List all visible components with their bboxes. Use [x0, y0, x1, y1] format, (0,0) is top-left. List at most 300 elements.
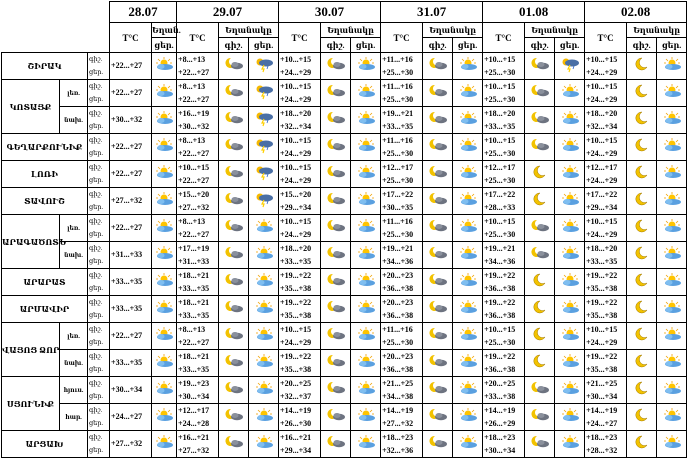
temperature-range: +22...+27 [111, 331, 143, 340]
sun-icon [458, 192, 478, 205]
temperature-cell [110, 161, 152, 188]
day-column-header: ցեր. [351, 38, 381, 53]
day-temperature: +25...+30 [382, 176, 414, 185]
region-name: ՇԻՐԱԿ [2, 53, 88, 80]
night-weather-cell [423, 296, 453, 323]
temperature-cell [279, 134, 321, 161]
moon-cloud-icon [326, 111, 346, 124]
moon-cloud-icon [326, 219, 346, 232]
day-night-label: գիշ. [89, 299, 103, 306]
temperature-cell [110, 134, 152, 161]
moon-icon [632, 165, 652, 178]
sun-icon [458, 165, 478, 178]
night-weather-cell [525, 350, 555, 377]
day-night-labels [88, 323, 110, 350]
sun-icon [560, 192, 580, 205]
day-night-labels [88, 242, 110, 269]
day-temperature: +25...+30 [382, 338, 414, 347]
day-weather-cell [249, 269, 279, 296]
moon-cloud-icon [326, 273, 346, 286]
weather-icon-cell [152, 53, 177, 80]
temperature-cell [110, 80, 152, 107]
moon-cloud-icon [326, 408, 346, 421]
day-weather-cell [657, 215, 687, 242]
day-weather-cell [555, 188, 585, 215]
moon-cloud-icon [428, 246, 448, 259]
day-weather-cell [657, 431, 687, 458]
day-column-header: ցեր. [152, 38, 177, 53]
weather-icon-cell [152, 323, 177, 350]
moon-cloud-icon [530, 246, 550, 259]
night-temperature: +18...+21 [178, 298, 210, 307]
temperature-range: +22...+27 [111, 61, 143, 70]
night-weather-cell [219, 80, 249, 107]
sun-icon [154, 327, 174, 340]
day-temperature: +26...+30 [280, 419, 312, 428]
night-weather-cell [525, 188, 555, 215]
temperature-cell [279, 53, 321, 80]
day-weather-cell [249, 377, 279, 404]
temperature-cell [585, 242, 627, 269]
day-temperature: +22...+27 [178, 68, 210, 77]
moon-cloud-icon [326, 354, 346, 367]
day-weather-cell [351, 188, 381, 215]
temperature-cell [381, 161, 423, 188]
subregion-label: լեռ. [60, 323, 88, 350]
sun-icon [560, 327, 580, 340]
temperature-cell [279, 431, 321, 458]
temperature-cell [381, 323, 423, 350]
day-temperature: +35...+38 [280, 365, 312, 374]
day-night-label: ցեր. [89, 150, 104, 157]
day-night-label: ցեր. [89, 285, 104, 292]
day-temperature: +30...+32 [178, 122, 210, 131]
day-weather-cell [555, 377, 585, 404]
moon-cloud-icon [326, 381, 346, 394]
moon-cloud-icon [428, 354, 448, 367]
night-weather-cell [321, 134, 351, 161]
moon-cloud-icon [428, 435, 448, 448]
temperature-column-header: T°C [177, 23, 219, 53]
night-weather-cell [627, 53, 657, 80]
day-weather-cell [351, 377, 381, 404]
day-temperature: +24...+29 [586, 338, 618, 347]
day-night-label: ցեր. [89, 420, 104, 427]
subregion-label: նախ. [60, 242, 88, 269]
night-weather-cell [321, 242, 351, 269]
weather-column-header: Եղան. [152, 23, 177, 38]
night-temperature: +10...+15 [586, 136, 618, 145]
day-weather-cell [351, 80, 381, 107]
temperature-cell [177, 242, 219, 269]
table-row [2, 296, 687, 323]
temperature-cell [177, 188, 219, 215]
day-column-header: ցեր. [555, 38, 585, 53]
weather-icon-cell [152, 431, 177, 458]
sun-icon [356, 57, 376, 70]
night-weather-cell [321, 53, 351, 80]
day-weather-cell [657, 296, 687, 323]
moon-cloud-icon [530, 435, 550, 448]
table-row [2, 377, 687, 404]
night-weather-cell [423, 404, 453, 431]
weather-column-header: Եղանակը [423, 23, 483, 38]
day-temperature: +25...+30 [484, 176, 516, 185]
day-temperature: +27...+32 [382, 419, 414, 428]
night-temperature: +12...+17 [178, 406, 210, 415]
sun-icon [662, 381, 682, 394]
night-weather-cell [423, 350, 453, 377]
day-weather-cell [453, 377, 483, 404]
sun-icon [458, 138, 478, 151]
moon-cloud-icon [326, 435, 346, 448]
moon-cloud-icon [224, 138, 244, 151]
sun-icon [458, 381, 478, 394]
date-header: 29.07 [177, 2, 279, 23]
temperature-cell [483, 161, 525, 188]
day-temperature: +24...+29 [280, 176, 312, 185]
day-night-labels [88, 296, 110, 323]
moon-cloud-icon [224, 192, 244, 205]
temperature-cell [279, 80, 321, 107]
night-weather-cell [627, 269, 657, 296]
day-temperature: +30...+34 [484, 446, 516, 455]
day-weather-cell [555, 296, 585, 323]
temperature-cell [110, 269, 152, 296]
temperature-cell [279, 377, 321, 404]
day-night-labels [88, 215, 110, 242]
day-night-labels [88, 404, 110, 431]
date-header: 01.08 [483, 2, 585, 23]
day-temperature: +22...+27 [178, 338, 210, 347]
night-temperature: +17...+22 [484, 190, 516, 199]
sun-icon [356, 300, 376, 313]
night-temperature: +19...+21 [484, 244, 516, 253]
night-temperature: +11...+16 [382, 55, 413, 64]
day-weather-cell [657, 161, 687, 188]
night-weather-cell [423, 161, 453, 188]
weather-column-header: Եղանակը [627, 23, 687, 38]
temperature-range: +30...+34 [111, 385, 143, 394]
night-weather-cell [423, 377, 453, 404]
night-weather-cell [627, 296, 657, 323]
moon-icon [632, 138, 652, 151]
date-header: 02.08 [585, 2, 687, 23]
temperature-cell [177, 134, 219, 161]
header-blank-corner [2, 2, 110, 53]
storm-icon [254, 84, 274, 97]
moon-cloud-icon [224, 111, 244, 124]
day-temperature: +26...+29 [484, 419, 516, 428]
night-temperature: +18...+23 [586, 433, 618, 442]
day-temperature: +31...+33 [178, 257, 210, 266]
night-temperature: +16...+19 [178, 109, 210, 118]
day-night-label: գիշ. [89, 164, 103, 171]
table-row [2, 107, 687, 134]
temperature-cell [279, 323, 321, 350]
night-weather-cell [525, 296, 555, 323]
night-weather-cell [219, 350, 249, 377]
moon-cloud-icon [224, 381, 244, 394]
moon-icon [632, 273, 652, 286]
weather-column-header: Եղանակը [525, 23, 585, 38]
day-night-labels [88, 80, 110, 107]
day-night-label: ցեր. [89, 366, 104, 373]
sun-icon [662, 300, 682, 313]
temperature-range: +22...+27 [111, 169, 143, 178]
day-temperature: +36...+38 [484, 284, 516, 293]
night-weather-cell [423, 215, 453, 242]
day-temperature: +25...+30 [484, 149, 516, 158]
temperature-range: +22...+27 [111, 223, 143, 232]
moon-cloud-icon [326, 327, 346, 340]
night-temperature: +18...+21 [178, 271, 210, 280]
weather-column-header: Եղանակը [219, 23, 279, 38]
sun-icon [662, 84, 682, 97]
moon-icon [632, 57, 652, 70]
moon-cloud-icon [530, 84, 550, 97]
moon-cloud-icon [428, 273, 448, 286]
moon-icon [530, 192, 550, 205]
region-name: ԱՐՑԱԽ [2, 431, 88, 458]
day-temperature: +35...+38 [586, 311, 618, 320]
sun-icon [356, 354, 376, 367]
moon-cloud-icon [326, 300, 346, 313]
day-weather-cell [249, 323, 279, 350]
day-temperature: +34...+36 [484, 257, 516, 266]
temperature-cell [110, 53, 152, 80]
night-temperature: +12...+17 [586, 163, 618, 172]
sun-icon [560, 138, 580, 151]
night-weather-cell [627, 377, 657, 404]
day-night-label: ցեր. [89, 177, 104, 184]
sun-icon [154, 435, 174, 448]
day-weather-cell [453, 161, 483, 188]
day-weather-cell [351, 134, 381, 161]
temperature-cell [381, 215, 423, 242]
sun-icon [560, 435, 580, 448]
table-row [2, 188, 687, 215]
day-weather-cell [351, 107, 381, 134]
night-weather-cell [321, 350, 351, 377]
temperature-range: +33...+35 [111, 277, 143, 286]
night-weather-cell [321, 296, 351, 323]
day-temperature: +29...+34 [586, 203, 618, 212]
temperature-range: +31...+33 [111, 250, 143, 259]
sun-icon [458, 327, 478, 340]
moon-icon [632, 381, 652, 394]
temperature-cell [585, 107, 627, 134]
day-weather-cell [657, 377, 687, 404]
night-weather-cell [219, 188, 249, 215]
temperature-cell [381, 107, 423, 134]
night-temperature: +17...+19 [178, 244, 210, 253]
moon-cloud-icon [428, 300, 448, 313]
temperature-cell [585, 431, 627, 458]
day-temperature: +33...+35 [178, 284, 210, 293]
temperature-cell [381, 242, 423, 269]
day-night-labels [88, 350, 110, 377]
storm-icon [254, 57, 274, 70]
moon-cloud-icon [428, 57, 448, 70]
night-temperature: +10...+15 [586, 82, 618, 91]
day-temperature: +36...+38 [382, 311, 414, 320]
day-temperature: +25...+30 [382, 230, 414, 239]
night-weather-cell [423, 107, 453, 134]
day-temperature: +34...+38 [382, 392, 414, 401]
moon-icon [530, 354, 550, 367]
temperature-cell [585, 53, 627, 80]
sun-icon [154, 219, 174, 232]
sun-icon [254, 435, 274, 448]
day-temperature: +22...+27 [178, 176, 210, 185]
temperature-cell [585, 404, 627, 431]
day-night-label: գիշ. [89, 56, 103, 63]
night-weather-cell [219, 377, 249, 404]
moon-cloud-icon [428, 192, 448, 205]
day-temperature: +25...+30 [484, 230, 516, 239]
table-row [2, 350, 687, 377]
sun-icon [154, 300, 174, 313]
night-weather-cell [627, 242, 657, 269]
sun-icon [154, 246, 174, 259]
night-column-header: գիշ. [321, 38, 351, 53]
day-temperature: +24...+28 [178, 419, 210, 428]
temperature-cell [110, 323, 152, 350]
night-temperature: +10...+15 [586, 55, 618, 64]
weather-icon-cell [152, 107, 177, 134]
day-night-labels [88, 53, 110, 80]
night-weather-cell [423, 269, 453, 296]
sun-icon [356, 327, 376, 340]
day-temperature: +30...+35 [382, 203, 414, 212]
temperature-cell [110, 431, 152, 458]
night-temperature: +19...+22 [484, 271, 516, 280]
night-temperature: +12...+17 [484, 163, 516, 172]
temperature-column-header: T°C [483, 23, 525, 53]
moon-icon [632, 435, 652, 448]
night-column-header: գիշ. [525, 38, 555, 53]
temperature-cell [381, 134, 423, 161]
moon-icon [632, 84, 652, 97]
temperature-cell [110, 188, 152, 215]
sun-icon [662, 354, 682, 367]
night-column-header: գիշ. [627, 38, 657, 53]
night-weather-cell [525, 269, 555, 296]
sun-icon [154, 138, 174, 151]
region-name: ԱՐԱԳԱԾՈՏՆ [2, 215, 60, 269]
sun-icon [662, 57, 682, 70]
subregion-label: լեռ. [60, 215, 88, 242]
night-temperature: +14...+19 [280, 406, 312, 415]
temperature-cell [110, 404, 152, 431]
moon-cloud-icon [428, 165, 448, 178]
day-temperature: +24...+27 [586, 419, 618, 428]
day-temperature: +24...+29 [280, 338, 312, 347]
day-weather-cell [249, 431, 279, 458]
day-temperature: +29...+34 [280, 446, 312, 455]
date-header: 28.07 [110, 2, 177, 23]
day-weather-cell [555, 80, 585, 107]
day-weather-cell [249, 188, 279, 215]
sun-icon [662, 138, 682, 151]
night-temperature: +18...+20 [586, 109, 618, 118]
night-weather-cell [627, 323, 657, 350]
night-temperature: +21...+25 [586, 379, 618, 388]
storm-icon [254, 111, 274, 124]
moon-icon [632, 408, 652, 421]
temperature-cell [279, 215, 321, 242]
temperature-cell [585, 80, 627, 107]
region-name: ԱՐՄԱՎԻՐ [2, 296, 88, 323]
day-temperature: +28...+32 [586, 446, 618, 455]
sun-icon [662, 435, 682, 448]
day-weather-cell [249, 296, 279, 323]
day-temperature: +27...+32 [178, 203, 210, 212]
night-weather-cell [219, 296, 249, 323]
night-weather-cell [525, 404, 555, 431]
temperature-cell [585, 323, 627, 350]
day-temperature: +33...+35 [178, 311, 210, 320]
sun-icon [356, 435, 376, 448]
night-temperature: +20...+23 [382, 352, 414, 361]
day-weather-cell [453, 296, 483, 323]
night-temperature: +19...+21 [382, 109, 414, 118]
sun-icon [458, 273, 478, 286]
day-weather-cell [453, 188, 483, 215]
night-weather-cell [627, 107, 657, 134]
night-weather-cell [219, 53, 249, 80]
temperature-cell [177, 161, 219, 188]
storm-icon [560, 57, 580, 70]
night-temperature: +10...+15 [484, 82, 516, 91]
temperature-cell [279, 404, 321, 431]
day-night-label: գիշ. [89, 380, 103, 387]
night-weather-cell [627, 215, 657, 242]
night-temperature: +11...+16 [382, 217, 413, 226]
day-weather-cell [555, 215, 585, 242]
night-temperature: +14...+19 [484, 406, 516, 415]
day-temperature: +24...+29 [586, 95, 618, 104]
temperature-cell [381, 269, 423, 296]
temperature-range: +33...+35 [111, 358, 143, 367]
temperature-cell [177, 215, 219, 242]
moon-icon [632, 219, 652, 232]
day-temperature: +25...+30 [484, 95, 516, 104]
day-night-label: ցեր. [89, 69, 104, 76]
night-weather-cell [627, 161, 657, 188]
table-row [2, 323, 687, 350]
temperature-cell [177, 80, 219, 107]
night-temperature: +14...+19 [382, 406, 414, 415]
table-row [2, 53, 687, 80]
temperature-cell [110, 350, 152, 377]
day-temperature: +24...+29 [280, 95, 312, 104]
night-temperature: +10...+15 [178, 163, 210, 172]
day-temperature: +29...+34 [280, 203, 312, 212]
day-night-labels [88, 377, 110, 404]
temperature-cell [381, 350, 423, 377]
temperature-range: +27...+32 [111, 439, 143, 448]
day-weather-cell [657, 188, 687, 215]
night-temperature: +18...+20 [280, 244, 312, 253]
sun-icon [662, 192, 682, 205]
day-column-header: ցեր. [657, 38, 687, 53]
temperature-cell [381, 53, 423, 80]
night-weather-cell [525, 215, 555, 242]
moon-cloud-icon [326, 246, 346, 259]
day-temperature: +25...+30 [382, 68, 414, 77]
